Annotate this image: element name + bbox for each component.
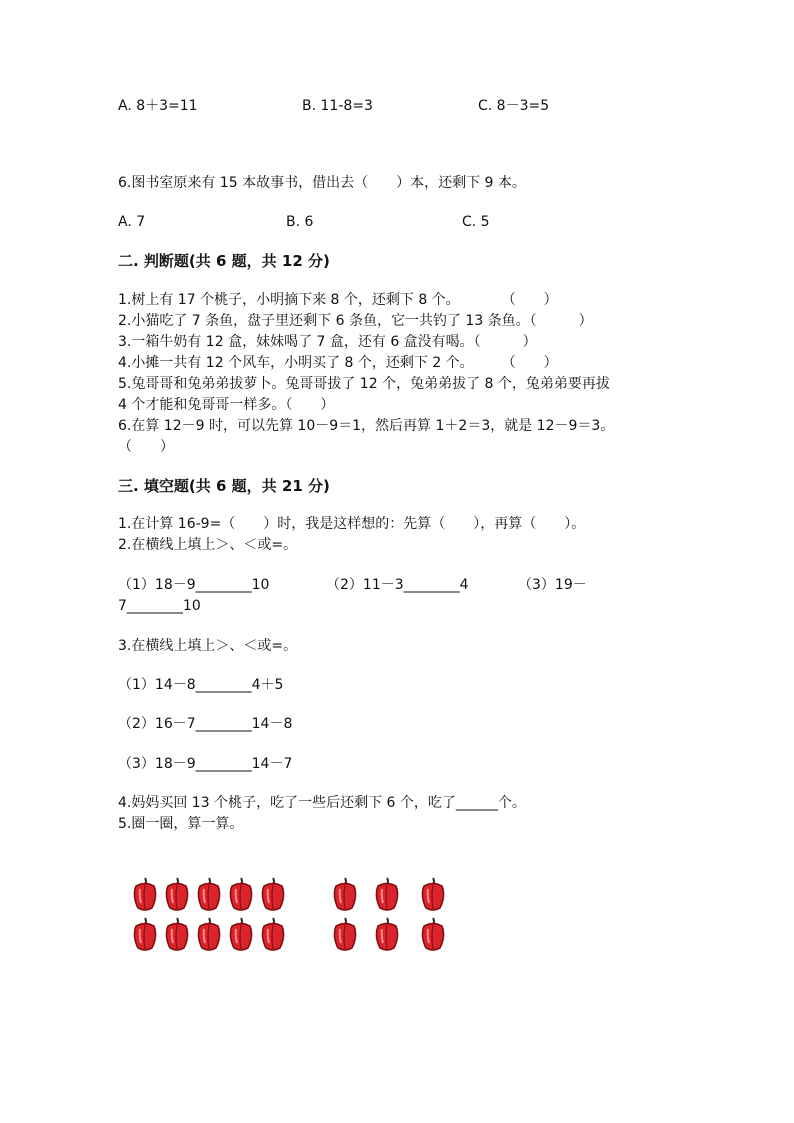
pepper-icon [418,876,448,912]
judgement-item: 6.在算 12－9 时，可以先算 10－9＝1，然后再算 1＋2＝3，就是 12－9＝3。 [118,418,615,434]
judgement-item: 2.小猫吃了 7 条鱼，盘子里还剩下 6 条鱼，它一共钓了 13 条鱼。（ ） [118,313,593,329]
fill-part: （3）18－9________14－7 [118,756,293,772]
fill-question-1: 1.在计算 16-9=（ ）时，我是这样想的：先算（ ），再算（ ）。 [118,516,586,532]
option-a: A. 7 [118,214,146,230]
pepper-icon [372,916,402,952]
fill-question-2: 2.在横线上填上＞、＜或=。 [118,537,298,553]
judgement-item: 5.兔哥哥和兔弟弟拔萝卜。兔哥哥拔了 12 个，兔弟弟拔了 8 个，兔弟弟要再拔 [118,376,610,392]
pepper-icon [330,916,360,952]
judgement-item-continued: 4 个才能和兔哥哥一样多。（ ） [118,397,335,413]
section-heading-fill-blank: 三. 填空题(共 6 题，共 21 分) [118,477,330,495]
section-heading-judgement: 二. 判断题(共 6 题，共 12 分) [118,252,330,270]
pepper-icon [226,916,256,952]
option-b: B. 6 [286,214,314,230]
fill-part: （1）14－8________4＋5 [118,677,284,693]
pepper-icon [194,916,224,952]
option-b: B. 11-8=3 [302,98,373,114]
fill-part: （2）16－7________14－8 [118,716,293,732]
fill-part: （1）18－9________10 [118,577,270,593]
fill-part-continued: 7________10 [118,598,201,614]
judgement-item: 1.树上有 17 个桃子，小明摘下来 8 个，还剩下 8 个。 （ ） [118,292,558,308]
pepper-icon [226,876,256,912]
option-c: C. 8－3=5 [478,98,550,114]
pepper-icon [330,876,360,912]
pepper-icon [258,876,288,912]
pepper-icon [258,916,288,952]
pepper-icon [418,916,448,952]
judgement-item: 4.小摊一共有 12 个风车，小明买了 8 个，还剩下 2 个。 （ ） [118,355,558,371]
fill-question-3: 3.在横线上填上＞、＜或=。 [118,638,298,654]
option-a: A. 8＋3=11 [118,98,198,114]
pepper-icon [194,876,224,912]
fill-part: （3）19－ [518,577,587,593]
pepper-icon [130,916,160,952]
fill-question-4: 4.妈妈买回 13 个桃子，吃了一些后还剩下 6 个，吃了______个。 [118,795,526,811]
pepper-icon [130,876,160,912]
option-c: C. 5 [462,214,490,230]
pepper-icon [162,916,192,952]
pepper-icon [162,876,192,912]
judgement-item-continued: （ ） [118,439,174,455]
judgement-item: 3.一箱牛奶有 12 盒，妹妹喝了 7 盒，还有 6 盒没有喝。（ ） [118,334,537,350]
pepper-icon [372,876,402,912]
question-6-stem: 6.图书室原来有 15 本故事书，借出去（ ）本，还剩下 9 本。 [118,175,526,191]
fill-part: （2）11－3________4 [326,577,469,593]
fill-question-5: 5.圈一圈，算一算。 [118,816,244,832]
